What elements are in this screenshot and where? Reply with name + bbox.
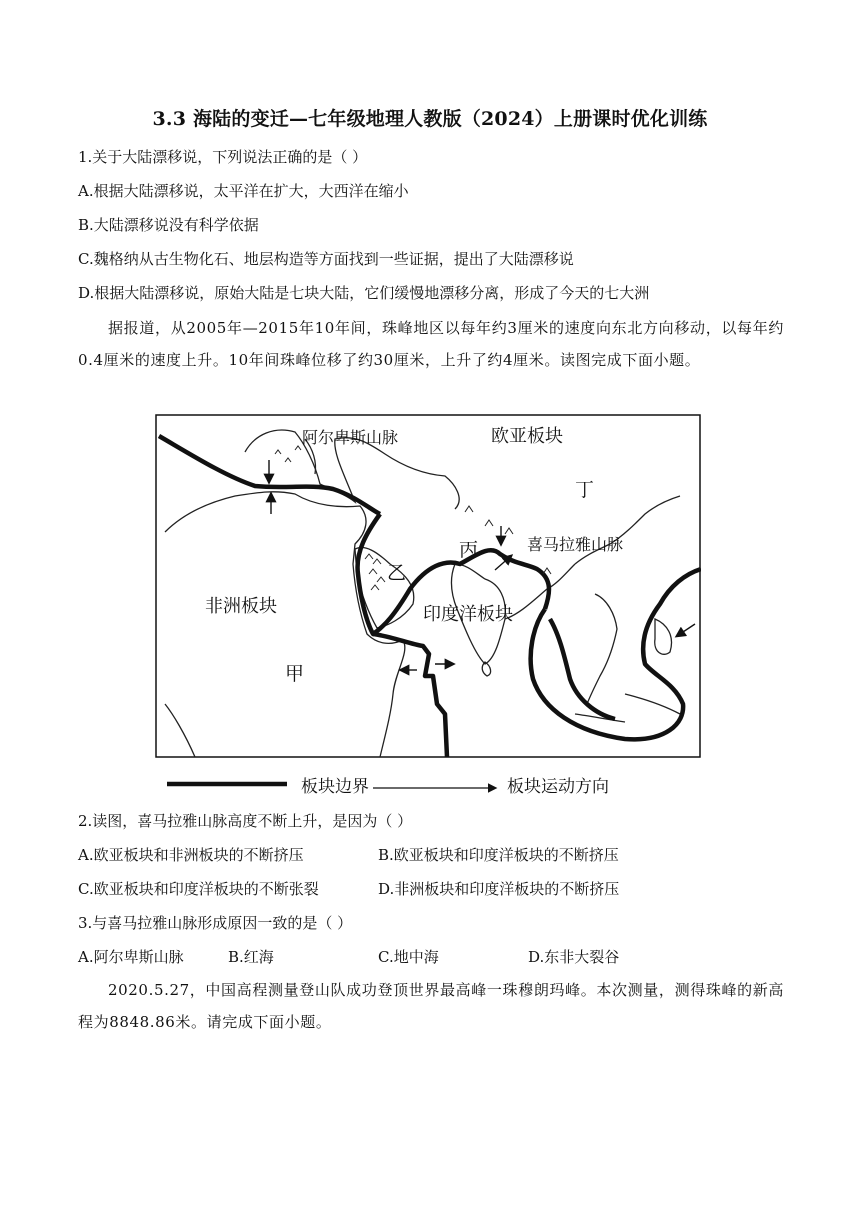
label-jia: 甲 [285, 663, 305, 685]
q3-option-a: A.阿尔卑斯山脉 [78, 948, 184, 966]
label-eurasia: 欧亚板块 [491, 426, 563, 447]
q1-option-b: B.大陆漂移说没有科学依据 [78, 216, 259, 234]
map-legend [165, 770, 685, 802]
q2-option-d: D.非洲板块和印度洋板块的不断挤压 [378, 880, 620, 898]
q2-option-c: C.欧亚板块和印度洋板块的不断张裂 [78, 880, 319, 898]
legend-direction-label: 板块运动方向 [507, 777, 609, 797]
passage-everest-height: 2020.5.27，中国高程测量登山队成功登顶世界最高峰一珠穆朗玛峰。本次测量，测得珠峰的新高程为8848.86米。请完成下面小题。 [78, 981, 784, 1031]
label-ding: 丁 [575, 479, 595, 501]
passage-everest-movement: 据报道，从2005年—2015年10年间，珠峰地区以每年约3厘米的速度向东北方向移动，以每年约0.4厘米的速度上升。10年间珠峰位移了约30厘米，上升了约4厘米。读图完成下面小题。 [78, 319, 784, 369]
q3-option-b: B.红海 [228, 948, 274, 966]
label-bing: 丙 [459, 539, 479, 561]
q3-option-d: D.东非大裂谷 [528, 948, 620, 966]
q3-stem: 3.与喜马拉雅山脉形成原因一致的是（ ） [78, 914, 353, 932]
map-frame [156, 415, 700, 757]
page-title: 3.3 海陆的变迁—七年级地理人教版（2024）上册课时优化训练 [152, 108, 708, 130]
q1-option-d: D.根据大陆漂移说，原始大陆是七块大陆，它们缓慢地漂移分离，形成了今天的七大洲 [78, 284, 650, 302]
legend-boundary-label: 板块边界 [301, 777, 369, 797]
label-alps: 阿尔卑斯山脉 [302, 428, 399, 447]
q1-option-a: A.根据大陆漂移说，太平洋在扩大，大西洋在缩小 [78, 182, 409, 200]
label-indian: 印度洋板块 [423, 604, 513, 625]
q3-option-c: C.地中海 [378, 948, 439, 966]
label-yi: 乙 [387, 562, 407, 584]
q2-option-a: A.欧亚板块和非洲板块的不断挤压 [78, 846, 304, 864]
label-himalaya: 喜马拉雅山脉 [527, 535, 624, 554]
q1-stem: 1.关于大陆漂移说，下列说法正确的是（ ） [78, 148, 368, 166]
plate-map [155, 414, 701, 759]
q1-option-c: C.魏格纳从古生物化石、地层构造等方面找到一些证据，提出了大陆漂移说 [78, 250, 574, 268]
q2-option-b: B.欧亚板块和印度洋板块的不断挤压 [378, 846, 619, 864]
q2-stem: 2.读图，喜马拉雅山脉高度不断上升，是因为（ ） [78, 812, 413, 830]
label-africa: 非洲板块 [205, 596, 277, 617]
